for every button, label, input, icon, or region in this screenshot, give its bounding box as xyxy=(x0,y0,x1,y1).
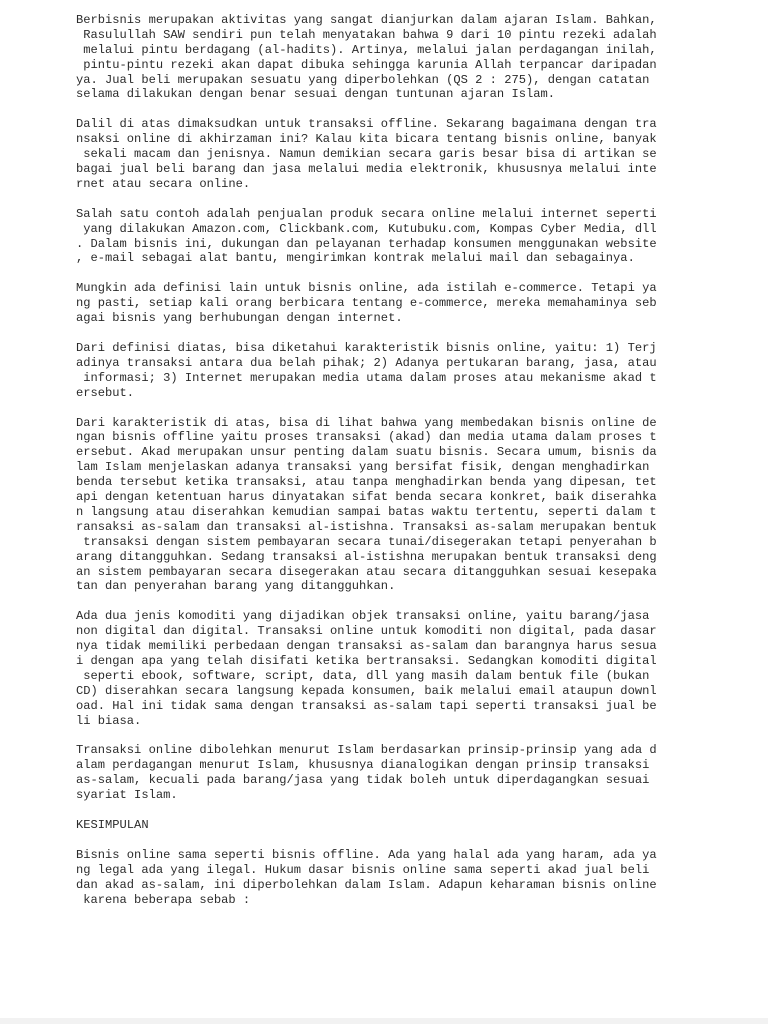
text-line: oad. Hal ini tidak sama dengan transaksi as-salam tapi seperti transaksi jual be xyxy=(76,698,657,713)
text-line: ng legal ada yang ilegal. Hukum dasar bisnis online sama seperti akad jual beli xyxy=(76,862,650,877)
text-line: ngan bisnis offline yaitu proses transaksi (akad) dan media utama dalam proses t xyxy=(76,430,657,445)
paragraph xyxy=(76,207,696,267)
text-line: Dari karakteristik di atas, bisa di lihat bahwa yang membedakan bisnis online de xyxy=(76,415,657,430)
text-line: Rasulullah SAW sendiri pun telah menyatakan bahwa 9 dari 10 pintu rezeki adalah xyxy=(76,27,657,42)
text-line: alam perdagangan menurut Islam, khususnya dianalogikan dengan prinsip transaksi xyxy=(76,758,650,773)
text-line: seperti ebook, software, script, data, dll yang masih dalam bentuk file (bukan xyxy=(76,668,650,683)
text-line: , e-mail sebagai alat bantu, mengirimkan kontrak melalui mail dan sebagainya. xyxy=(76,251,635,266)
text-line: tan dan penyerahan barang yang ditangguhkan. xyxy=(76,579,396,594)
text-line: Bisnis online sama seperti bisnis offline. Ada yang halal ada yang haram, ada ya xyxy=(76,847,657,862)
text-line: ersebut. xyxy=(76,385,135,400)
paragraph xyxy=(76,416,696,595)
text-line: Salah satu contoh adalah penjualan produk secara online melalui internet seperti xyxy=(76,206,657,221)
text-line: i dengan apa yang telah disifati ketika bertransaksi. Sedangkan komoditi digital xyxy=(76,653,657,668)
text-line: ersebut. Akad merupakan unsur penting dalam suatu bisnis. Secara umum, bisnis da xyxy=(76,445,657,460)
document-page xyxy=(76,13,696,922)
text-line: an sistem pembayaran secara disegerakan atau secara ditangguhkan sesuai kesepaka xyxy=(76,564,657,579)
text-line: ya. Jual beli merupakan sesuatu yang diperbolehkan (QS 2 : 275), dengan catatan xyxy=(76,72,650,87)
text-line: CD) diserahkan secara langsung kepada konsumen, baik melalui email ataupun downl xyxy=(76,683,657,698)
text-line: n langsung atau diserahkan kemudian sampai batas waktu tertentu, seperti dalam t xyxy=(76,504,657,519)
text-line: Dari definisi diatas, bisa diketahui karakteristik bisnis online, yaitu: 1) Terj xyxy=(76,341,657,356)
text-line: Berbisnis merupakan aktivitas yang sangat dianjurkan dalam ajaran Islam. Bahkan, xyxy=(76,13,657,27)
text-line: informasi; 3) Internet merupakan media utama dalam proses atau mekanisme akad t xyxy=(76,370,657,385)
text-line: transaksi dengan sistem pembayaran secara tunai/disegerakan tetapi penyerahan b xyxy=(76,534,657,549)
text-line: dan akad as-salam, ini diperbolehkan dalam Islam. Adapun keharaman bisnis online xyxy=(76,877,657,892)
paragraph xyxy=(76,117,696,191)
text-line: benda tersebut ketika transaksi, atau tanpa menghadirkan benda yang dipesan, tet xyxy=(76,475,657,490)
text-line: melalui pintu berdagang (al-hadits). Artinya, melalui jalan perdagangan inilah, xyxy=(76,42,657,57)
text-line: lam Islam menjelaskan adanya transaksi yang bersifat fisik, dengan menghadirkan xyxy=(76,460,650,475)
document-body xyxy=(76,13,696,803)
text-line: nsaksi online di akhirzaman ini? Kalau kita bicara tentang bisnis online, banyak xyxy=(76,132,657,147)
text-line: pintu-pintu rezeki akan dapat dibuka sehingga karunia Allah terpancar daripadan xyxy=(76,57,657,72)
text-line: non digital dan digital. Transaksi online untuk komoditi non digital, pada dasar xyxy=(76,624,657,639)
text-line: agai bisnis yang berhubungan dengan internet. xyxy=(76,311,403,326)
text-line: sekali macam dan jenisnya. Namun demikian secara garis besar bisa di artikan se xyxy=(76,147,657,162)
text-line: rnet atau secara online. xyxy=(76,176,251,191)
paragraph xyxy=(76,609,696,728)
text-line: Dalil di atas dimaksudkan untuk transaksi offline. Sekarang bagaimana dengan tra xyxy=(76,117,657,132)
text-line: ransaksi as-salam dan transaksi al-istishna. Transaksi as-salam merupakan bentuk xyxy=(76,519,657,534)
page-bottom-edge xyxy=(0,1018,768,1024)
text-line: Transaksi online dibolehkan menurut Islam berdasarkan prinsip-prinsip yang ada d xyxy=(76,743,657,758)
paragraph xyxy=(76,13,696,102)
text-line: li biasa. xyxy=(76,713,142,728)
text-line: adinya transaksi antara dua belah pihak; 2) Adanya pertukaran barang, jasa, atau xyxy=(76,355,657,370)
text-line: karena beberapa sebab : xyxy=(76,892,251,907)
text-line: bagai jual beli barang dan jasa melalui media elektronik, khususnya melalui inte xyxy=(76,162,657,177)
text-line: nya tidak memiliki perbedaan dengan transaksi as-salam dan barangnya harus sesua xyxy=(76,639,657,654)
text-line: selama dilakukan dengan benar sesuai dengan tuntunan ajaran Islam. xyxy=(76,87,555,102)
text-line: yang dilakukan Amazon.com, Clickbank.com, Kutubuku.com, Kompas Cyber Media, dll xyxy=(76,221,657,236)
text-line: Mungkin ada definisi lain untuk bisnis online, ada istilah e-commerce. Tetapi ya xyxy=(76,281,657,296)
paragraph xyxy=(76,743,696,803)
text-line: api dengan ketentuan harus dinyatakan sifat benda secara konkret, baik diserahka xyxy=(76,490,657,505)
conclusion-paragraph xyxy=(76,848,696,908)
text-line: . Dalam bisnis ini, dukungan dan pelayanan terhadap konsumen menggunakan website xyxy=(76,236,657,251)
text-line: arang ditangguhkan. Sedang transaksi al-istishna merupakan bentuk transaksi deng xyxy=(76,549,657,564)
text-line: as-salam, kecuali pada barang/jasa yang tidak boleh untuk diperdagangkan sesuai xyxy=(76,773,650,788)
section-heading: KESIMPULAN xyxy=(76,817,149,832)
paragraph xyxy=(76,281,696,326)
text-line: Ada dua jenis komoditi yang dijadikan objek transaksi online, yaitu barang/jasa xyxy=(76,609,650,624)
text-line: ng pasti, setiap kali orang berbicara tentang e-commerce, mereka memahaminya seb xyxy=(76,296,657,311)
text-line: syariat Islam. xyxy=(76,788,178,803)
paragraph xyxy=(76,341,696,401)
